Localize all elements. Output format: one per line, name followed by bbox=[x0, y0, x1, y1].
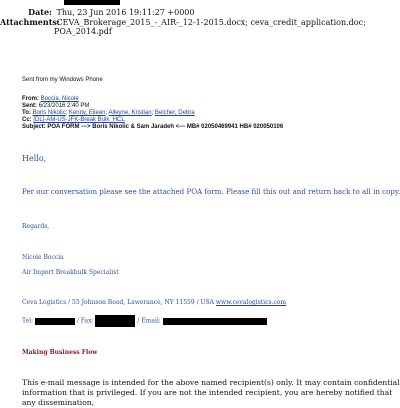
tel-label: Tel: bbox=[22, 317, 34, 325]
closing: Regards, bbox=[22, 223, 50, 230]
forward-sent-row bbox=[22, 103, 89, 110]
redaction-bar bbox=[35, 318, 75, 325]
sent-label: Sent: bbox=[22, 103, 37, 109]
attachments-label: Attachments: bbox=[0, 17, 60, 27]
website-link[interactable]: www.cevalogistics.com bbox=[215, 299, 287, 306]
from-label: From: bbox=[22, 96, 39, 102]
cc-label: Cc: bbox=[22, 117, 32, 123]
attachments-value-line1: CEVA_Brokerage_2015_-_AIR-_12-1-2015.docx; ceva_credit_application.doc; bbox=[56, 18, 366, 27]
date-label: Date: bbox=[28, 7, 52, 17]
fax-label: / Fax: bbox=[76, 317, 94, 325]
redaction-bar bbox=[163, 318, 267, 325]
sent-value: 6/23/2016 2:40 PM bbox=[38, 103, 90, 109]
from-link[interactable]: Boccia, Nicole bbox=[40, 96, 79, 102]
greeting: Hello, bbox=[22, 154, 47, 163]
signature-title: Air Import Breakbulk Specialist bbox=[22, 269, 119, 276]
sent-from-signature: Sent from my Windows Phone bbox=[22, 77, 103, 83]
to-recipient-link[interactable]: Belcher, Debra bbox=[154, 110, 195, 116]
to-label: To: bbox=[22, 110, 31, 116]
email-label: / Email: bbox=[137, 317, 161, 325]
cc-link[interactable]: [DL]-AM-US-JFK-Break Bulk_HCL bbox=[33, 117, 125, 123]
to-recipient-link[interactable]: Kenny, Eileen bbox=[68, 110, 106, 116]
forward-subject-row bbox=[22, 124, 283, 131]
redaction-bar bbox=[64, 0, 120, 5]
address-text: Ceva Logistics / 55 Johnson Road, Lawerance, NY 11559 / USA bbox=[22, 299, 214, 306]
attachments-value-line2: POA_2014.pdf bbox=[54, 27, 112, 36]
subject-label: Subject: bbox=[22, 124, 46, 130]
signature-address bbox=[22, 299, 286, 306]
body-paragraph: Per our conversation please see the attached POA form. Please fill this out and return back to all in copy. bbox=[22, 187, 400, 196]
to-recipient-link[interactable]: Alleyne, Kristian bbox=[108, 110, 152, 116]
forward-cc-row bbox=[22, 117, 125, 124]
forward-to-row: To: Boris Nikolic; Kenny, Eileen; Alleyne, Kristian; Belcher, Debra bbox=[22, 110, 195, 116]
to-recipient-link[interactable]: Boris Nikolic bbox=[32, 110, 66, 116]
redaction-bar bbox=[95, 315, 135, 327]
forward-from-row bbox=[22, 96, 79, 103]
contact-line bbox=[22, 315, 267, 327]
subject-value: POA FORM ---> Boris Nikolic & Sam Jaradeh <--- MB# 02050469941 HB# 020050106 bbox=[47, 124, 284, 130]
confidentiality-disclaimer: This e-mail message is intended for the above named recipient(s) only. It may contain confidential information that is privileged. If you are not the intended recipient, you are hereby notified that any dissemination, bbox=[22, 378, 400, 407]
signature-name: Nicole Boccia bbox=[22, 254, 64, 261]
company-tagline: Making Business Flow bbox=[22, 349, 98, 356]
date-value: Thu, 23 Jun 2016 19:11:27 +0000 bbox=[56, 8, 195, 17]
